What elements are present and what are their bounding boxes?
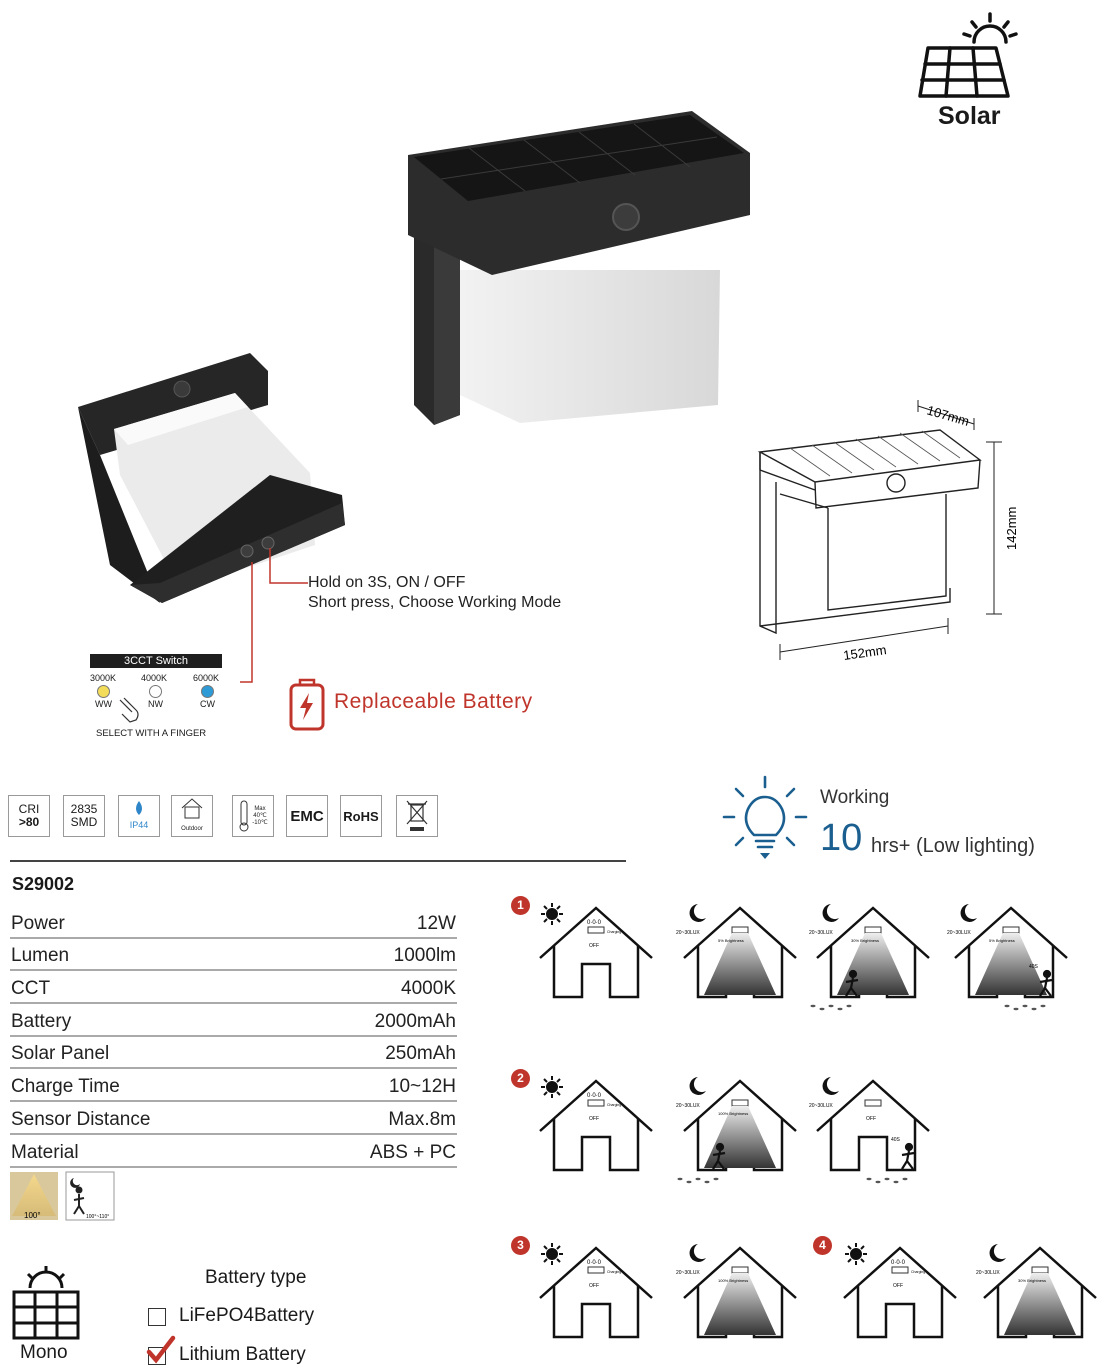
cct-switch-title: 3CCT Switch: [90, 654, 222, 668]
model-number: S29002: [12, 874, 75, 894]
lux-label: 20~30LUX: [676, 930, 700, 936]
working-hours-text: hrs+ (Low lighting): [871, 835, 1035, 857]
mode-badge-4: 4: [813, 1236, 832, 1255]
delay-label: 40S: [891, 1137, 900, 1143]
mono-label: Mono: [20, 1342, 68, 1363]
spec-label: Sensor Distance: [11, 1108, 151, 1130]
delay-label: 40S: [1029, 964, 1038, 970]
replaceable-battery-banner: [288, 676, 588, 736]
cri-badge: [8, 795, 50, 837]
led-top: 2835: [70, 802, 98, 816]
off-label: OFF: [893, 1283, 903, 1289]
product-image-main: [400, 105, 760, 435]
sun-icon: [541, 903, 563, 925]
lux-label: 20~30LUX: [676, 1103, 700, 1109]
mode-scene: [676, 1073, 800, 1188]
dimension-drawing: [750, 390, 1040, 680]
cct-dot-warm[interactable]: [97, 685, 110, 698]
cct-dot-cool[interactable]: [201, 685, 214, 698]
battery-type-title: Battery type: [205, 1267, 307, 1288]
checkmark-icon: [146, 1336, 176, 1366]
dim-height: 142mm: [1004, 506, 1019, 550]
brightness-label: 30% Brightness: [1018, 1278, 1047, 1283]
spec-label: CCT: [11, 978, 51, 1000]
off-label: OFF: [589, 1283, 599, 1289]
spec-label: Lumen: [11, 945, 70, 967]
charging-label: Charging: [607, 930, 622, 934]
led-bottom: SMD: [70, 815, 98, 829]
led-badge: [63, 795, 105, 837]
moon-icon: [690, 1077, 706, 1095]
charging-label: Charging: [911, 1270, 926, 1274]
mode-scene: [840, 1240, 960, 1355]
temp-max: Max: [254, 805, 266, 812]
off-label: OFF: [589, 1116, 599, 1122]
working-hours-value: 10: [820, 817, 863, 859]
certification-row: [8, 795, 438, 840]
moon-icon: [823, 1077, 839, 1095]
mode-scene: [536, 1240, 656, 1355]
spec-value: 10~12H: [388, 1076, 456, 1098]
brightness-label: 5% Brightness: [718, 938, 744, 943]
lux-label: 20~30LUX: [676, 1270, 700, 1276]
button-callout: [240, 540, 600, 630]
solar-panel-sun-icon: [912, 10, 1022, 105]
svg-text:0·0·0: 0·0·0: [587, 920, 602, 926]
replaceable-battery-label: Replaceable Battery: [334, 690, 533, 713]
temp-low: -10℃: [252, 819, 268, 826]
battery-option-label: LiFePO4Battery: [179, 1305, 315, 1326]
mode-scene: [676, 900, 800, 1015]
mode-scene: [947, 900, 1071, 1015]
spec-row-material: [10, 1135, 457, 1168]
dim-width: 152mm: [842, 642, 888, 663]
light-bulb-icon: [720, 775, 810, 865]
beam-angle-icons: [10, 1172, 120, 1224]
temp-high: 40℃: [253, 812, 267, 819]
beam-angle-text: 100°: [24, 1211, 41, 1220]
cri-bottom: >80: [18, 815, 40, 829]
cct-footer: SELECT WITH A FINGER: [96, 728, 207, 739]
brightness-label: 100% Brightness: [718, 1278, 749, 1283]
mode-scene: [536, 1073, 656, 1188]
charging-label: Charging: [607, 1270, 622, 1274]
sun-icon: [541, 1076, 563, 1098]
spec-divider: [10, 860, 626, 862]
mode-scene: [536, 900, 656, 1015]
solar-badge: [912, 10, 1032, 135]
spec-row-sensor-distance: [10, 1102, 457, 1135]
spec-value: 12W: [416, 912, 456, 934]
callout-leader-lines: [240, 540, 310, 690]
ip-badge: [118, 795, 160, 837]
solar-label: Solar: [938, 102, 1001, 130]
finger-icon: [116, 696, 146, 724]
mode-badge-3: 3: [511, 1236, 530, 1255]
callout-press-text: Short press, Choose Working Mode: [308, 594, 562, 611]
brightness-label: 30% Brightness: [851, 938, 880, 943]
spec-row-cct: [10, 971, 457, 1004]
moon-icon: [990, 1244, 1006, 1262]
cct-switch-panel: [86, 652, 226, 747]
emc-badge: EMC: [286, 795, 328, 837]
mode-scene: [976, 1240, 1100, 1355]
mono-panel-block: [8, 1266, 88, 1366]
walking-person-icon: [902, 1144, 914, 1169]
footprints-icon: [678, 1178, 719, 1183]
spec-value: 2000mAh: [374, 1010, 456, 1032]
spec-label: Power: [11, 912, 65, 934]
thermometer-icon: [238, 799, 250, 833]
spec-row-battery: [10, 1004, 457, 1037]
lux-label: 20~30LUX: [976, 1270, 1000, 1276]
spec-label: Material: [11, 1141, 79, 1163]
callout-hold-text: Hold on 3S, ON / OFF: [308, 574, 466, 591]
temperature-badge: [232, 795, 274, 837]
spec-row-solar-panel: [10, 1037, 457, 1070]
off-label: OFF: [866, 1116, 876, 1122]
house-icon: [179, 796, 205, 820]
mode-scene: [809, 1073, 933, 1188]
spec-label: Solar Panel: [11, 1043, 110, 1065]
moon-icon: [690, 1244, 706, 1262]
mode-scene: [676, 1240, 800, 1355]
cct-kelvin-2: 4000K: [141, 673, 168, 683]
brightness-label: 100% Brightness: [718, 1111, 749, 1116]
spec-label: Battery: [11, 1010, 72, 1032]
sun-icon: [845, 1243, 867, 1265]
working-label: Working: [820, 787, 890, 808]
water-drop-icon: [132, 800, 146, 816]
cct-dot-neutral[interactable]: [149, 685, 162, 698]
moon-icon: [690, 904, 706, 922]
sun-icon: [541, 1243, 563, 1265]
cct-code-1: WW: [95, 699, 112, 709]
spec-row-power: [10, 906, 457, 939]
spec-row-charge-time: [10, 1069, 457, 1102]
mono-solar-icon: [8, 1266, 84, 1342]
dim-depth: 107mm: [925, 402, 971, 429]
ip-text: IP44: [129, 820, 149, 830]
mode-scene: [809, 900, 933, 1015]
cct-code-3: CW: [200, 699, 215, 709]
lux-label: 20~30LUX: [947, 930, 971, 936]
outdoor-text: Outdoor: [181, 826, 203, 832]
spec-value: 250mAh: [385, 1043, 456, 1065]
mode-badge-2: 2: [511, 1069, 530, 1088]
footprints-icon: [811, 1005, 852, 1010]
crossed-bin-icon: [404, 799, 430, 833]
outdoor-badge: [171, 795, 213, 837]
cct-code-2: NW: [148, 699, 163, 709]
weee-badge: [396, 795, 438, 837]
sensor-angle-text: 100°~110°: [86, 1214, 110, 1220]
footprints-icon: [867, 1178, 908, 1183]
cct-kelvin-1: 3000K: [90, 673, 117, 683]
spec-row-lumen: [10, 939, 457, 972]
lux-label: 20~30LUX: [809, 1103, 833, 1109]
svg-text:0·0·0: 0·0·0: [891, 1260, 906, 1266]
rohs-badge: RoHS: [340, 795, 382, 837]
moon-icon: [823, 904, 839, 922]
spec-table: [10, 906, 457, 1168]
svg-text:0·0·0: 0·0·0: [587, 1260, 602, 1266]
mode-badge-1: 1: [511, 896, 530, 915]
cct-kelvin-3: 6000K: [193, 673, 220, 683]
spec-value: 1000lm: [393, 945, 456, 967]
battery-bolt-icon: [288, 678, 326, 732]
charging-label: Charging: [607, 1103, 622, 1107]
moon-icon: [961, 904, 977, 922]
footprints-icon: [1005, 1005, 1046, 1010]
battery-option-label: Lithium Battery: [179, 1344, 306, 1365]
svg-text:0·0·0: 0·0·0: [587, 1093, 602, 1099]
spec-label: Charge Time: [11, 1076, 120, 1098]
off-label: OFF: [589, 943, 599, 949]
working-time-block: [720, 775, 1080, 865]
cri-top: CRI: [18, 802, 40, 816]
spec-value: Max.8m: [388, 1108, 456, 1130]
lux-label: 20~30LUX: [809, 930, 833, 936]
checkbox-unchecked[interactable]: [148, 1308, 166, 1326]
brightness-label: 5% Brightness: [989, 938, 1015, 943]
spec-value: 4000K: [401, 978, 456, 1000]
spec-value: ABS + PC: [369, 1141, 456, 1163]
